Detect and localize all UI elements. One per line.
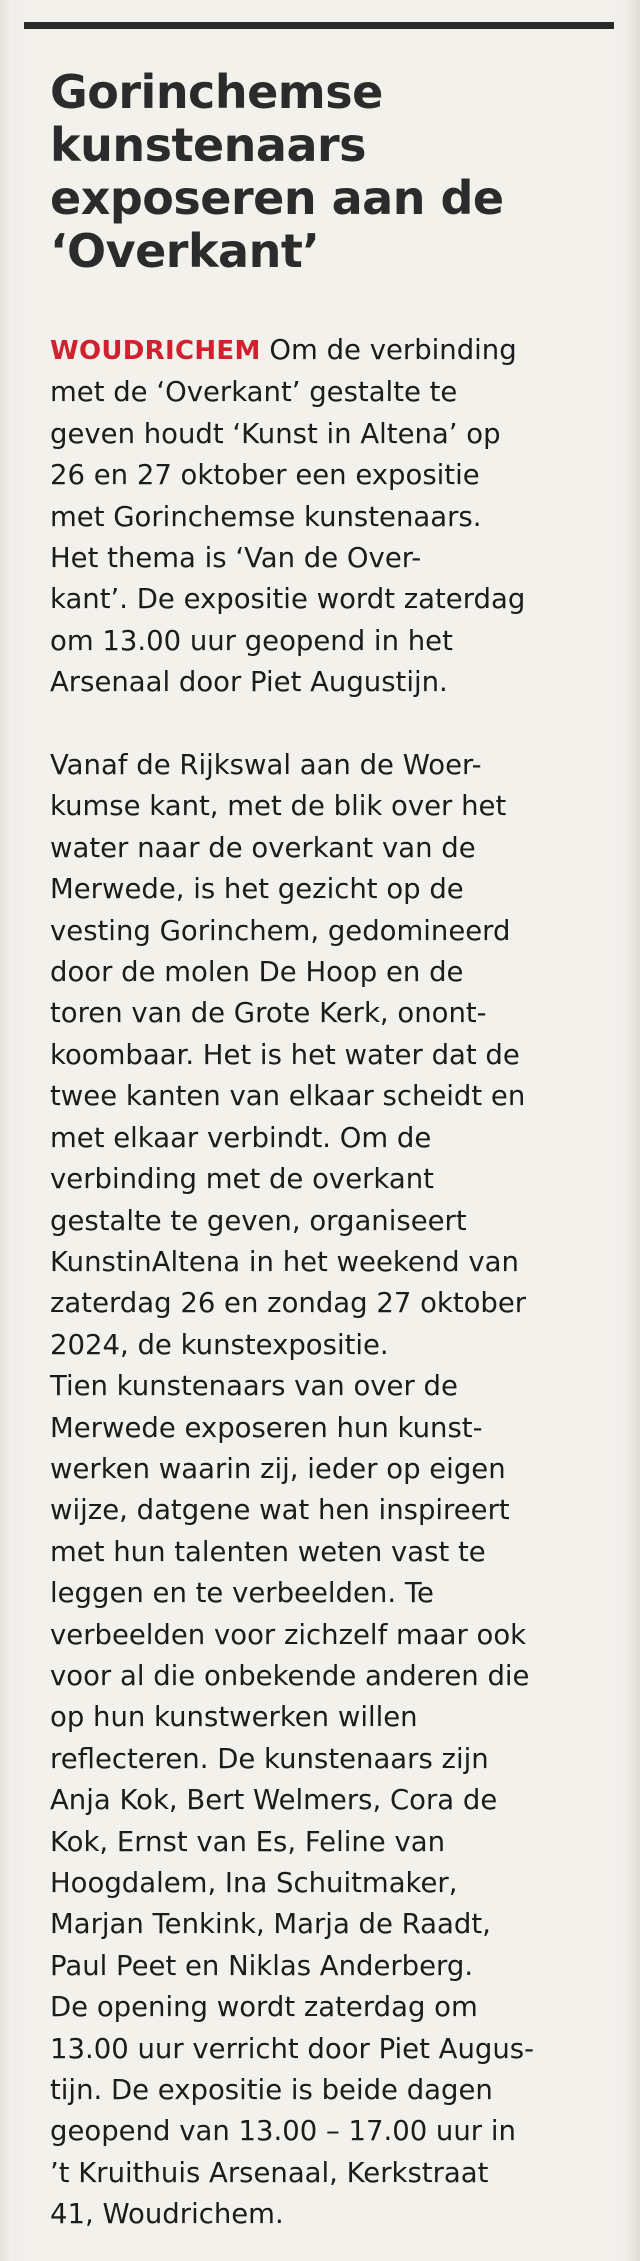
body-line: koombaar. Het is het water dat de	[50, 1038, 520, 1071]
body-line: Hoogdalem, Ina Schuitmaker,	[50, 1867, 458, 1900]
body-line: reflecteren. De kunstenaars zijn	[50, 1742, 489, 1775]
body-line: met Gorinchemse kunstenaars.	[50, 500, 482, 533]
body-line: twee kanten van elkaar scheidt en	[50, 1080, 526, 1113]
body-line: vesting Gorinchem, gedomineerd	[50, 914, 511, 947]
body-line: 2024, de kunstexpositie.	[50, 1328, 389, 1361]
body-line: Kok, Ernst van Es, Feline van	[50, 1825, 446, 1858]
intro-first-line-text: Om de verbinding	[260, 334, 517, 366]
headline-line: exposeren aan de	[50, 171, 504, 225]
headline-line: kunstenaars	[50, 118, 367, 172]
body-line: Tien kunstenaars van over de	[50, 1370, 458, 1403]
headline-line: Gorinchemse	[50, 65, 383, 119]
body-line: Paul Peet en Niklas Anderberg.	[50, 1949, 474, 1982]
body-line: met elkaar verbindt. Om de	[50, 1121, 432, 1154]
body-line: ’t Kruithuis Arsenaal, Kerkstraat	[50, 2156, 489, 2189]
body-line: geopend van 13.00 – 17.00 uur in	[50, 2115, 516, 2148]
body-line: tijn. De expositie is beide dagen	[50, 2074, 493, 2107]
body-line: gestalte te geven, organiseert	[50, 1204, 467, 1237]
article-headline	[50, 66, 590, 278]
body-line: Vanaf de Rijkswal aan de Woer-	[50, 749, 482, 782]
body-line: Anja Kok, Bert Welmers, Cora de	[50, 1784, 498, 1817]
body-line: met hun talenten weten vast te	[50, 1535, 486, 1568]
body-line: De opening wordt zaterdag om	[50, 1991, 478, 2024]
intro-first-line	[50, 330, 610, 372]
body-line: Merwede exposeren hun kunst-	[50, 1411, 483, 1444]
body-line: 26 en 27 oktober een expositie	[50, 459, 480, 492]
body-line: zaterdag 26 en zondag 27 oktober	[50, 1287, 527, 1320]
body-line: werken waarin zij, ieder op eigen	[50, 1452, 506, 1485]
body-line: 13.00 uur verricht door Piet Augus-	[50, 2032, 535, 2065]
body-line: om 13.00 uur geopend in het	[50, 624, 453, 657]
body-line: verbeelden voor zichzelf maar ook	[50, 1618, 527, 1651]
body-line: toren van de Grote Kerk, onont-	[50, 997, 487, 1030]
body-line: kant’. De expositie wordt zaterdag	[50, 583, 526, 616]
body-line: leggen en te verbeelden. Te	[50, 1577, 434, 1610]
top-rule	[24, 22, 614, 29]
dateline: WOUDRICHEM	[50, 336, 261, 366]
body-line: op hun kunstwerken willen	[50, 1701, 418, 1734]
body-line: 41, Woudrichem.	[50, 2198, 284, 2231]
body-line: wijze, datgene wat hen inspireert	[50, 1494, 510, 1527]
paper-edge-right	[622, 0, 640, 2261]
body-line: door de molen De Hoop en de	[50, 956, 464, 989]
body-line: kumse kant, met de blik over het	[50, 790, 507, 823]
body-line: Marjan Tenkink, Marja de Raadt,	[50, 1908, 491, 1941]
body-line: Arsenaal door Piet Augustijn.	[50, 666, 448, 699]
article-body	[50, 330, 610, 2236]
body-line: voor al die onbekende anderen die	[50, 1659, 530, 1692]
paragraph-gap	[50, 704, 610, 745]
headline-line: ‘Overkant’	[50, 224, 320, 278]
body-line: KunstinAltena in het weekend van	[50, 1245, 519, 1278]
body-line: verbinding met de overkant	[50, 1163, 434, 1196]
body-line: Merwede, is het gezicht op de	[50, 873, 464, 906]
body-line: met de ‘Overkant’ gestalte te	[50, 376, 458, 409]
paper-edge-left	[0, 0, 14, 2261]
body-line: geven houdt ‘Kunst in Altena’ op	[50, 417, 501, 450]
body-line: Het thema is ‘Van de Over-	[50, 542, 422, 575]
body-line: water naar de overkant van de	[50, 831, 476, 864]
